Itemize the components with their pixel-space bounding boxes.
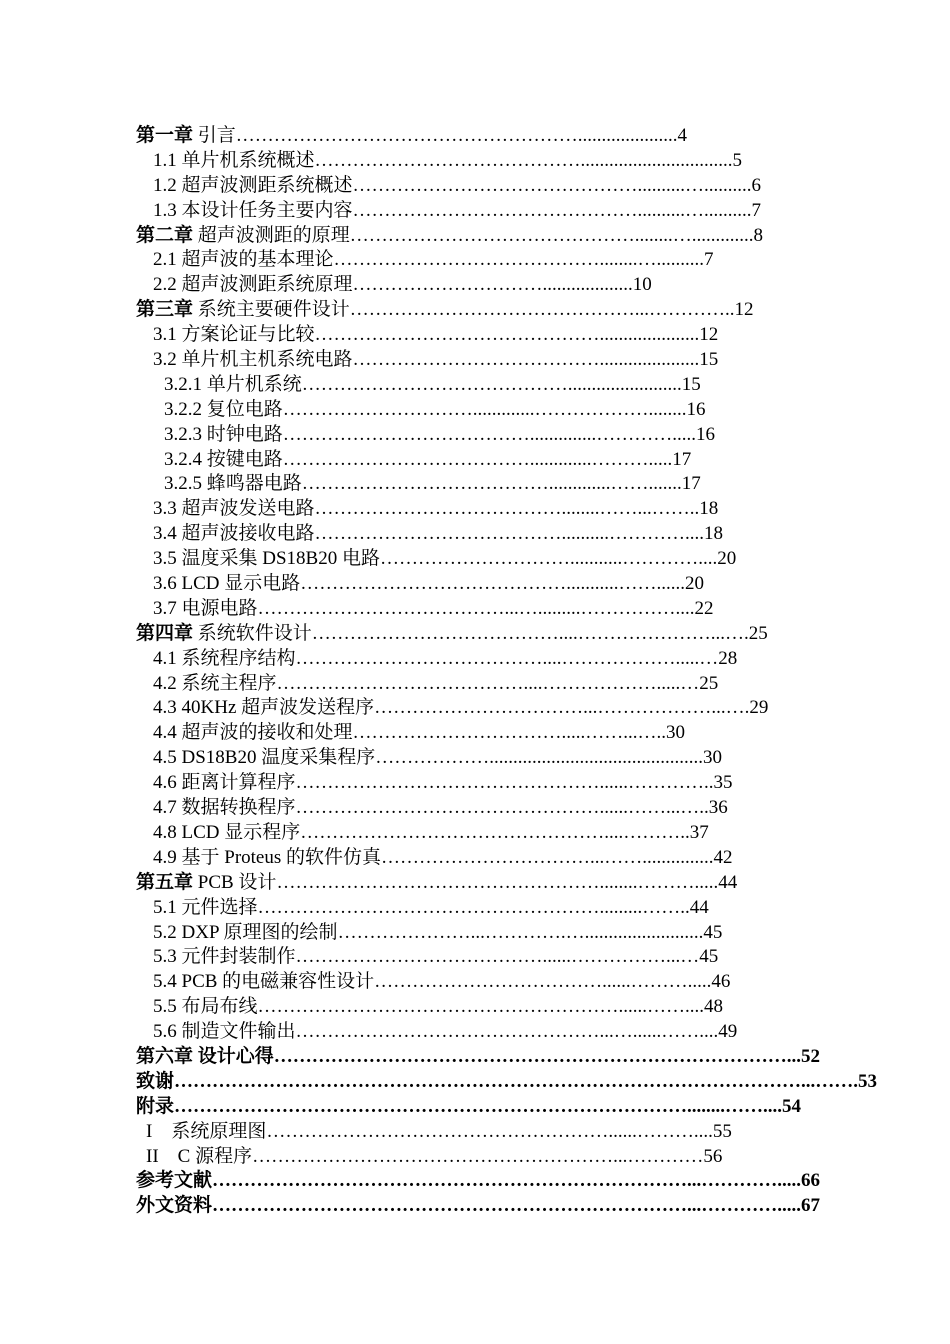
toc-entry-title: 数据转换程序 [181,797,296,819]
toc-entry-label: 第三章 [136,299,194,321]
toc-entry-leader: …………………………………..................... [352,349,700,371]
toc-entry-leader: ……………………………………………........………..... [276,871,719,893]
toc-entry-leader: ………………………….............………………........ [282,398,687,420]
toc-entry-page: 45 [699,946,719,968]
toc-entry[interactable] [136,1095,856,1120]
toc-entry-page: 29 [749,697,769,719]
toc-entry-label: 5.1 [153,896,177,918]
toc-entry[interactable] [136,323,856,348]
toc-entry-title: PCB 设计 [197,871,277,893]
toc-entry-leader: …………………………………....……………….....… [295,647,719,669]
toc-entry[interactable] [136,423,856,448]
toc-entry-title: 电源电路 [181,597,258,619]
toc-entry-title: 基于 Proteus 的软件仿真 [181,846,382,868]
toc-entry[interactable] [136,522,856,547]
toc-entry-label: 第二章 [136,224,194,246]
toc-entry-title: 超声波测距系统概述 [181,174,353,196]
toc-entry-page: 36 [708,797,728,819]
toc-entry-label: 5.6 [153,1021,177,1043]
toc-entry[interactable] [136,647,856,672]
toc-entry[interactable] [136,174,856,199]
toc-entry-title: LCD 显示程序 [181,821,301,843]
toc-entry[interactable] [136,199,856,224]
toc-entry-label: 3.4 [153,523,177,545]
toc-entry-leader: ………………............................................. [375,747,703,769]
toc-entry-leader: …………………………………………………………………...…………..... [212,1170,802,1192]
toc-entry[interactable] [136,821,856,846]
toc-entry[interactable] [136,945,856,970]
toc-entry-leader: ………………………………………..................... [314,324,700,346]
toc-entry-label: 1.3 [153,199,177,221]
toc-entry-label: 第一章 [136,125,194,146]
toc-entry-leader: …………………………….....……...….. [352,722,667,744]
toc-entry-label: 参考文献 [136,1170,213,1192]
toc-entry-label: 3.2.3 [164,423,202,445]
toc-entry[interactable] [136,348,856,373]
toc-entry-leader: …………………………………...….........…………….... [257,597,695,619]
toc-entry-label: 致谢 [136,1070,175,1092]
toc-entry-page: 25 [748,622,768,644]
toc-entry[interactable] [136,672,856,697]
toc-entry[interactable] [136,771,856,796]
toc-entry-title: 时钟电路 [206,423,283,445]
toc-entry-page: 4 [677,125,688,146]
toc-entry-page: 42 [713,846,733,868]
toc-entry-page: 12 [699,324,719,346]
toc-entry-leader: ……………………………………...........……...... [300,573,686,595]
toc-entry[interactable] [136,721,856,746]
toc-entry-title: 方案论证与比较 [181,324,315,346]
toc-entry-leader: …………………………………………......………….. [295,772,714,794]
toc-entry-label: 4.2 [153,672,177,694]
toc-entry[interactable] [136,497,856,522]
toc-entry-leader: ………………………………………………………………………………………...…… [174,1070,854,1092]
toc-entry-label: 4.6 [153,772,177,794]
toc-entry-leader: ………………………………………………………………………........…….... [174,1095,783,1117]
toc-entry-title: 布局布线 [181,996,258,1018]
toc-entry-page: 18 [704,523,724,545]
toc-entry-title: LCD 显示电路 [181,573,301,595]
toc-entry-page: 10 [632,274,652,296]
toc-entry-title: 元件选择 [181,896,258,918]
toc-entry-label: 4.7 [153,797,177,819]
toc-entry[interactable] [136,896,856,921]
toc-entry-page: 55 [712,1120,732,1142]
toc-entry-leader: ……………………………...………………...…. [374,697,750,719]
toc-entry[interactable] [136,572,856,597]
toc-entry-label: 第五章 [136,871,198,893]
toc-entry[interactable] [136,746,856,771]
toc-entry-page: 49 [718,1021,738,1043]
toc-entry-page: 52 [801,1045,821,1067]
toc-entry-leader: …………………………...........………….... [379,548,718,570]
toc-entry[interactable] [136,1070,878,1095]
toc-entry[interactable] [136,1169,856,1194]
toc-entry-leader: ………………………………………………..................... [235,125,678,146]
toc-entry-title: 单片机系统 [206,373,302,395]
toc-entry[interactable] [136,921,856,946]
toc-entry-page: 5 [732,149,743,171]
toc-entry-label: 外文资料 [136,1195,213,1217]
toc-entry-label: 4.4 [153,722,177,744]
toc-entry-label: 1.1 [153,149,177,171]
toc-entry-leader: ………………………………......………..... [374,971,712,993]
toc-entry-leader: ………………………………………………………………………... [273,1045,802,1067]
toc-entry-title: 设计心得 [197,1045,274,1067]
toc-entry-label: 3.2.5 [164,473,202,495]
toc-entry[interactable] [136,796,856,821]
toc-entry-label: 5.4 [153,971,182,993]
toc-entry-page: 20 [685,573,705,595]
toc-entry-leader: …………………………………………………......…….... [257,996,705,1018]
toc-entry-label: 第六章 [136,1045,194,1067]
toc-entry-title: 超声波的基本理论 [181,249,334,271]
toc-entry-leader: …………………………………....…………………...…. [311,622,749,644]
toc-entry-page: 22 [694,597,714,619]
toc-entry-page: 56 [703,1145,723,1167]
toc-entry-page: 44 [689,896,709,918]
toc-entry-page: 16 [686,398,706,420]
toc-entry-page: 48 [704,996,724,1018]
toc-entry[interactable] [136,273,856,298]
toc-entry[interactable] [136,472,856,497]
toc-entry-title: C 源程序 [177,1145,253,1167]
toc-entry-title: 超声波测距系统原理 [181,274,353,296]
toc-entry-leader: …………………………................... [352,274,633,296]
toc-entry-title: 单片机主机系统电路 [181,349,353,371]
toc-entry-leader: …………………………………………………………………...…………..... [212,1195,802,1217]
toc-entry-leader: …………………………………………...…......…….... [295,1021,719,1043]
toc-entry-page: 12 [734,299,754,321]
toc-entry-leader: …………………………………....……………….....… [276,672,700,694]
toc-entry-label: 3.7 [153,597,177,619]
toc-entry-label: 5.5 [153,996,177,1018]
toc-entry[interactable] [136,224,856,249]
toc-entry-leader: ……………………………………………….........…….. [257,896,690,918]
toc-entry[interactable] [136,1045,856,1070]
toc-entry-title: 引言 [197,125,236,146]
toc-entry-label: 4.3 [153,697,182,719]
toc-entry-leader: ………………………………………........…............. [349,224,754,246]
toc-entry-label: 3.3 [153,498,177,520]
toc-entry-label: 2.1 [153,249,177,271]
toc-entry-leader: …………………………………........……...…….. [314,498,700,520]
toc-entry-page: 28 [718,647,738,669]
toc-entry-title: DS18B20 温度采集程序 [181,747,376,769]
toc-entry-label: II [146,1145,159,1167]
toc-entry-label: 1.2 [153,174,177,196]
toc-entry-title: 超声波的接收和处理 [181,722,353,744]
toc-entry-page: 15 [699,349,719,371]
toc-entry-page: 37 [689,821,709,843]
toc-entry[interactable] [136,995,856,1020]
toc-entry-title: 制造文件输出 [181,1021,296,1043]
table-of-contents [136,124,878,1219]
toc-entry-label: 3.2 [153,349,177,371]
toc-entry-page: 54 [782,1095,802,1117]
toc-entry-leader: …………………………………..........………….... [314,523,705,545]
toc-entry-page: 20 [717,548,737,570]
toc-entry-label: 4.8 [153,821,182,843]
toc-entry[interactable] [136,871,856,896]
toc-entry-leader: ………………………………………………......……….... [266,1120,713,1142]
toc-entry-label: 3.2.4 [164,448,202,470]
toc-entry[interactable] [136,298,856,323]
toc-entry[interactable] [136,398,856,423]
toc-entry-title: 温度采集 DS18B20 电路 [181,548,380,570]
toc-entry-title: 复位电路 [206,398,283,420]
toc-entry[interactable] [136,1194,856,1219]
toc-entry-leader: …………………………………………......……...….. [295,797,709,819]
toc-entry-title: 超声波测距的原理 [197,224,350,246]
toc-entry-leader: …………………………………......……………...… [295,946,700,968]
toc-entry-title: 超声波发送电路 [181,498,315,520]
toc-entry[interactable] [136,448,856,473]
toc-entry[interactable] [136,124,856,149]
toc-entry-page: 66 [801,1170,821,1192]
toc-entry-page: 30 [702,747,722,769]
toc-entry-page: 17 [681,473,701,495]
toc-entry-title: 本设计任务主要内容 [181,199,353,221]
toc-entry[interactable] [136,846,856,871]
toc-entry[interactable] [136,970,856,995]
toc-entry-label: 第四章 [136,622,194,644]
toc-entry-leader: ………………………………….............……....... [301,473,682,495]
toc-entry-label: I [146,1120,153,1142]
toc-entry-leader: …………………………………………………...………… [252,1145,704,1167]
toc-entry-page: 45 [703,921,723,943]
toc-entry[interactable] [136,149,856,174]
toc-entry-label: 2.2 [153,274,177,296]
toc-entry-label: 4.9 [153,846,177,868]
toc-entry-title: 系统软件设计 [197,622,312,644]
toc-entry-leader: ……………………………………........….......... [333,249,705,271]
toc-entry-page: 17 [672,448,692,470]
toc-entry-page: 6 [751,174,762,196]
toc-entry-page: 7 [704,249,714,271]
toc-entry-leader: ………………………………………..........….......... [352,199,752,221]
toc-entry[interactable] [136,1145,856,1170]
toc-entry-title: 元件封装制作 [181,946,296,968]
toc-entry-title: DXP 原理图的绘制 [181,921,338,943]
toc-entry[interactable] [136,547,856,572]
toc-entry-label: 3.2.1 [164,373,202,395]
toc-entry[interactable] [136,1120,856,1145]
toc-entry-label: 4.1 [153,647,177,669]
toc-entry[interactable] [136,622,856,647]
toc-entry-title: 40KHz 超声波发送程序 [181,697,375,719]
toc-entry-title: 按键电路 [206,448,283,470]
toc-entry-label: 5.3 [153,946,177,968]
toc-entry-leader: …………………………………………....……….. [300,821,690,843]
toc-entry-page: 46 [711,971,731,993]
toc-entry[interactable] [136,597,856,622]
toc-entry-leader: ……………………………………........................ [301,373,682,395]
toc-entry[interactable] [136,248,856,273]
toc-entry[interactable] [136,1020,856,1045]
toc-entry-page: 30 [666,722,686,744]
toc-entry-title: 单片机系统概述 [181,149,315,171]
toc-entry-label: 3.2.2 [164,398,202,420]
toc-entry-page: 16 [696,423,716,445]
toc-entry-page: 67 [801,1195,821,1217]
toc-entry-label: 5.2 [153,921,177,943]
toc-entry-label: 3.5 [153,548,177,570]
toc-entry-title: 超声波接收电路 [181,523,315,545]
toc-entry-title: 系统程序结构 [181,647,296,669]
toc-entry-leader: ……………………………...……............... [381,846,714,868]
toc-entry-page: .53 [853,1070,878,1092]
toc-entry-label: 3.6 [153,573,182,595]
toc-entry-page: 18 [699,498,719,520]
toc-entry-label: 4.5 [153,747,182,769]
toc-entry-leader: …………………………………..............…………..... [282,423,697,445]
toc-entry-leader: ………………………………………..........….......... [352,174,752,196]
toc-entry-leader: ………………………………………...………….. [349,299,735,321]
toc-entry-title: 系统原理图 [171,1120,267,1142]
toc-entry-title: PCB 的电磁兼容性设计 [181,971,375,993]
toc-entry-label: 3.1 [153,324,177,346]
toc-entry-page: 8 [753,224,764,246]
toc-entry-page: 7 [751,199,762,221]
toc-entry[interactable] [136,696,856,721]
toc-entry-label: 附录 [136,1095,175,1117]
toc-entry-title: 距离计算程序 [181,772,296,794]
toc-entry-leader: ……………………………………................................ [314,149,733,171]
toc-entry-page: 44 [718,871,738,893]
toc-entry-page: 15 [681,373,701,395]
toc-entry-leader: …………………...………….…......................... [337,921,704,943]
toc-entry[interactable] [136,373,856,398]
toc-entry-leader: ………………………………….............………..... [282,448,673,470]
toc-entry-title: 系统主程序 [181,672,277,694]
toc-entry-title: 蜂鸣器电路 [206,473,302,495]
toc-entry-page: 25 [699,672,719,694]
toc-entry-page: 35 [713,772,733,794]
toc-entry-title: 系统主要硬件设计 [197,299,350,321]
